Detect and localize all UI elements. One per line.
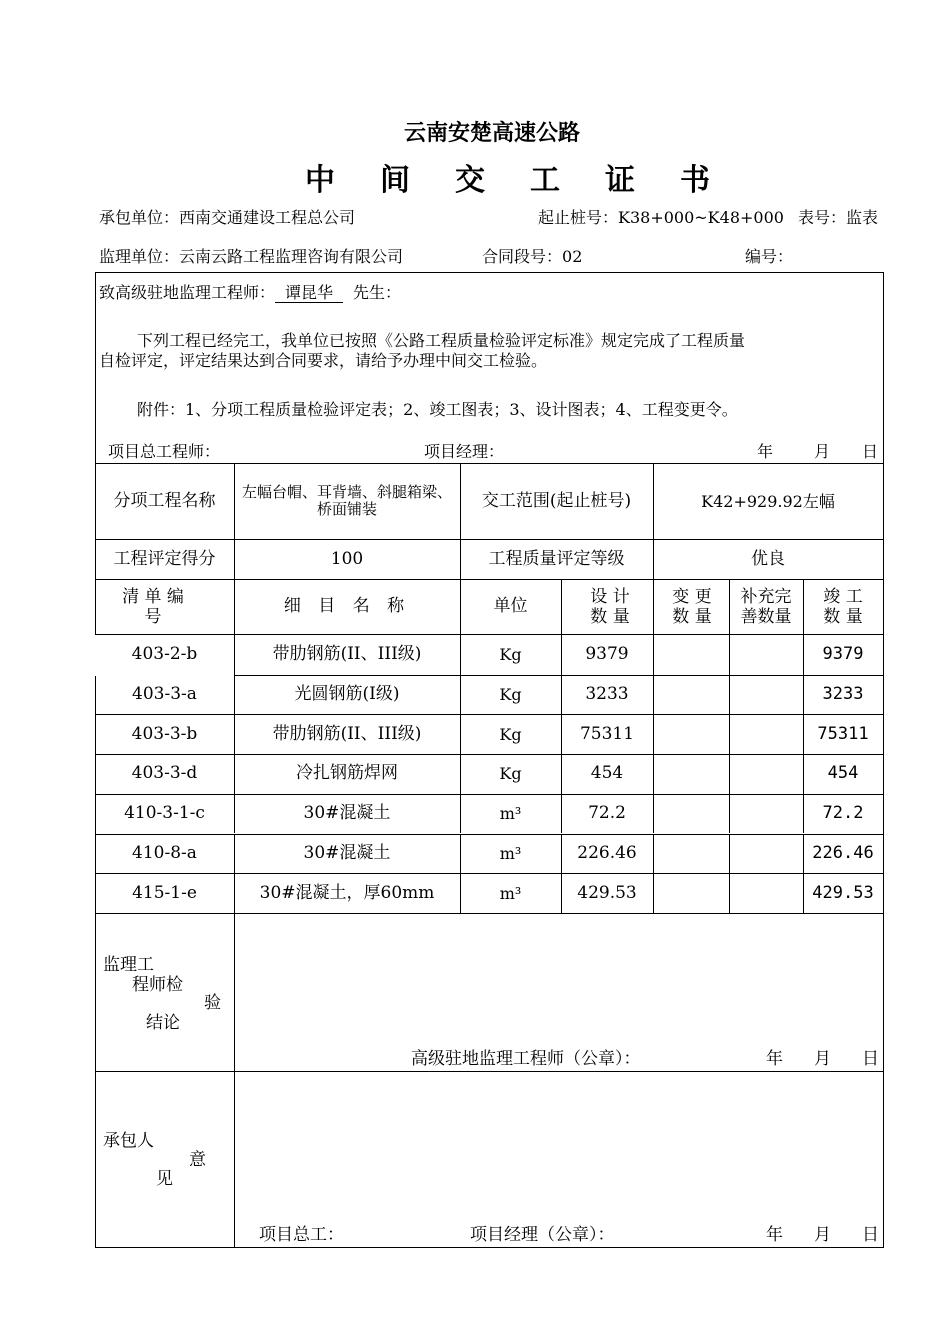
grid-line bbox=[561, 579, 562, 635]
contractor-label: 承包单位： bbox=[99, 208, 180, 227]
grid-line bbox=[653, 873, 654, 913]
grid-line bbox=[729, 635, 730, 675]
row-final: 429.53 bbox=[812, 882, 874, 903]
grid-line bbox=[234, 873, 235, 913]
grid-line bbox=[561, 873, 562, 913]
header-supplement: 补充完善数量 bbox=[740, 587, 792, 627]
grid-line bbox=[234, 675, 235, 715]
grid-line bbox=[729, 754, 730, 794]
grid-line bbox=[561, 834, 562, 874]
letter-line-2: 自检评定，评定结果达到合同要求，请给予办理中间交工检验。 bbox=[99, 351, 548, 370]
contract-line bbox=[482, 244, 582, 267]
supervision-label-a: 监理工 bbox=[103, 955, 154, 975]
row-name: 30#混凝土，厚60mm bbox=[259, 882, 435, 903]
row-change bbox=[653, 714, 729, 754]
row-code: 410-3-1-c bbox=[124, 803, 205, 824]
grid-line bbox=[803, 834, 804, 874]
letter-attachments: 附件：1、分项工程质量检验评定表；2、竣工图表；3、设计图表；4、工程变更令。 bbox=[137, 400, 738, 419]
row-supplement bbox=[729, 635, 803, 675]
grid-line bbox=[803, 754, 804, 794]
grid-line bbox=[95, 913, 884, 914]
grid-line bbox=[803, 873, 804, 913]
row-code: 403-3-a bbox=[132, 684, 197, 705]
row-final: 454 bbox=[827, 763, 859, 784]
form-no-line bbox=[798, 205, 886, 228]
row-unit: Kg bbox=[499, 724, 522, 744]
row-unit: Kg bbox=[499, 645, 522, 665]
grid-line bbox=[460, 873, 461, 913]
grid-line bbox=[561, 635, 562, 675]
row-supplement bbox=[729, 675, 803, 715]
grid-line bbox=[729, 579, 730, 635]
grid-line bbox=[561, 754, 562, 794]
grid-line bbox=[460, 794, 461, 834]
header-design: 设 计 数 量 bbox=[590, 587, 630, 627]
range-value: K42+929.92左幅 bbox=[701, 491, 835, 511]
addressee-prefix: 致高级驻地监理工程师： bbox=[99, 283, 276, 302]
row-unit: Kg bbox=[499, 685, 522, 705]
grid-line bbox=[729, 714, 730, 754]
grid-line bbox=[234, 794, 235, 834]
letter-year: 年 bbox=[757, 442, 774, 461]
row-code: 403-3-d bbox=[131, 763, 198, 784]
station-line bbox=[538, 205, 784, 228]
supervision-signer: 高级驻地监理工程师（公章）： bbox=[411, 1049, 641, 1069]
grid-line bbox=[234, 714, 235, 754]
supervision-label-c: 验 bbox=[204, 993, 221, 1013]
row-name: 冷扎钢筋焊网 bbox=[296, 763, 398, 784]
grid-line bbox=[653, 635, 654, 675]
row-supplement bbox=[729, 714, 803, 754]
row-change bbox=[653, 873, 729, 913]
manager-label: 项目经理： bbox=[424, 442, 505, 461]
supervisor-value: 云南云路工程监理咨询有限公司 bbox=[179, 247, 404, 266]
row-design: 75311 bbox=[579, 723, 635, 744]
document-title: 云南安楚高速公路 bbox=[403, 121, 580, 146]
row-name: 带肋钢筋(II、III级) bbox=[272, 644, 422, 665]
row-supplement bbox=[729, 754, 803, 794]
grid-line bbox=[234, 834, 235, 874]
grid-line bbox=[653, 714, 654, 754]
grid-line bbox=[803, 579, 804, 635]
score-value: 100 bbox=[330, 548, 364, 569]
station-label: 起止桩号： bbox=[538, 208, 619, 227]
row-name: 30#混凝土 bbox=[303, 803, 391, 824]
row-design: 429.53 bbox=[577, 882, 637, 903]
row-name: 光圆钢筋(I级) bbox=[294, 684, 400, 705]
grid-line bbox=[460, 754, 461, 794]
border-right bbox=[883, 272, 884, 1248]
grid-line bbox=[460, 675, 461, 715]
row-unit: Kg bbox=[499, 764, 522, 784]
grid-line bbox=[95, 1071, 884, 1072]
engineer-name: 谭昆华 bbox=[275, 283, 343, 303]
header-unit: 单位 bbox=[493, 596, 528, 616]
form-label: 表号： bbox=[798, 208, 847, 227]
contractor-manager-label: 项目经理（公章）： bbox=[470, 1225, 615, 1245]
row-design: 72.2 bbox=[588, 803, 626, 824]
item-name-label: 分项工程名称 bbox=[113, 490, 216, 511]
letter-day: 日 bbox=[862, 442, 879, 461]
supervision-month: 月 bbox=[814, 1049, 831, 1069]
letter-addressee bbox=[99, 282, 401, 303]
grid-line bbox=[653, 834, 654, 874]
grid-line bbox=[653, 794, 654, 834]
grid-line bbox=[460, 714, 461, 754]
grid-line bbox=[460, 635, 461, 675]
border-top bbox=[95, 272, 884, 273]
row-supplement bbox=[729, 834, 803, 874]
item-name-value: 左幅台帽、耳背墙、斜腿箱梁、桥面铺装 bbox=[241, 483, 452, 518]
supervision-day: 日 bbox=[862, 1049, 879, 1069]
grade-value: 优良 bbox=[751, 548, 785, 569]
supervision-label-d: 结论 bbox=[146, 1013, 180, 1033]
row-name: 30#混凝土 bbox=[303, 842, 391, 863]
row-design: 9379 bbox=[585, 644, 629, 665]
grid-line bbox=[234, 635, 235, 675]
row-code: 403-2-b bbox=[131, 644, 198, 665]
row-final: 226.46 bbox=[812, 842, 874, 863]
row-unit: m³ bbox=[499, 804, 522, 824]
header-name: 细 目 名 称 bbox=[283, 596, 411, 616]
row-final: 9379 bbox=[822, 644, 864, 665]
row-design: 226.46 bbox=[577, 842, 637, 863]
supervisor-line bbox=[99, 244, 403, 267]
document-subtitle: 中间交工证书 bbox=[305, 163, 755, 198]
station-value: K38+000~K48+000 bbox=[618, 208, 784, 227]
grid-line bbox=[803, 794, 804, 834]
row-code: 415-1-e bbox=[132, 882, 197, 903]
row-code: 410-8-a bbox=[132, 842, 197, 863]
grid-line bbox=[729, 675, 730, 715]
letter-month: 月 bbox=[814, 442, 831, 461]
form-value: 监表 bbox=[846, 208, 879, 227]
contract-label: 合同段号： bbox=[482, 247, 563, 266]
row-code: 403-3-b bbox=[131, 723, 198, 744]
grid-line bbox=[729, 873, 730, 913]
score-label: 工程评定得分 bbox=[113, 548, 216, 569]
row-unit: m³ bbox=[499, 843, 522, 863]
grade-label: 工程质量评定等级 bbox=[488, 548, 625, 569]
row-supplement bbox=[729, 873, 803, 913]
grid-line bbox=[729, 834, 730, 874]
grid-line bbox=[803, 635, 804, 675]
contractor-day: 日 bbox=[862, 1225, 879, 1245]
serial-label: 编号： bbox=[745, 247, 794, 266]
supervision-year: 年 bbox=[766, 1049, 783, 1069]
row-unit: m³ bbox=[499, 883, 522, 903]
row-change bbox=[653, 675, 729, 715]
row-design: 3233 bbox=[585, 684, 629, 705]
row-change bbox=[653, 635, 729, 675]
header-change: 变 更 数 量 bbox=[672, 587, 712, 627]
contractor-year: 年 bbox=[766, 1225, 783, 1245]
grid-line bbox=[561, 675, 562, 715]
row-final: 75311 bbox=[817, 723, 869, 744]
contractor-opinion-label-c: 见 bbox=[156, 1169, 173, 1189]
grid-line bbox=[561, 714, 562, 754]
grid-line bbox=[653, 675, 654, 715]
supervisor-label: 监理单位： bbox=[99, 247, 180, 266]
grid-line bbox=[460, 834, 461, 874]
range-label: 交工范围(起止桩号) bbox=[481, 490, 632, 511]
contractor-line bbox=[99, 205, 355, 228]
contractor-opinion-label-b: 意 bbox=[189, 1150, 206, 1170]
grid-line bbox=[653, 754, 654, 794]
header-code: 清 单 编 号 bbox=[122, 587, 184, 627]
row-change bbox=[653, 794, 729, 834]
contractor-opinion-label-a: 承包人 bbox=[103, 1131, 154, 1151]
row-name: 带肋钢筋(II、III级) bbox=[272, 723, 422, 744]
contractor-value: 西南交通建设工程总公司 bbox=[179, 208, 356, 227]
letter-line-1: 下列工程已经完工，我单位已按照《公路工程质量检验评定标准》规定完成了工程质量 bbox=[137, 331, 746, 350]
grid-line bbox=[561, 794, 562, 834]
row-final: 3233 bbox=[822, 684, 864, 705]
row-final: 72.2 bbox=[822, 803, 864, 824]
row-change bbox=[653, 754, 729, 794]
border-bottom bbox=[95, 1247, 884, 1248]
chief-engineer-label: 项目总工程师： bbox=[108, 442, 221, 461]
addressee-suffix: 先生： bbox=[353, 283, 402, 302]
grid-line bbox=[234, 754, 235, 794]
grid-line bbox=[234, 913, 235, 1248]
contract-value: 02 bbox=[562, 247, 583, 266]
grid-line bbox=[803, 714, 804, 754]
border-left-upper bbox=[95, 272, 96, 635]
supervision-label-b: 程师检 bbox=[132, 975, 183, 995]
contractor-month: 月 bbox=[814, 1225, 831, 1245]
row-design: 454 bbox=[590, 763, 624, 784]
grid-line bbox=[803, 675, 804, 715]
contractor-chief-label: 项目总工： bbox=[259, 1225, 344, 1245]
grid-line bbox=[729, 794, 730, 834]
row-change bbox=[653, 834, 729, 874]
header-final: 竣 工 数 量 bbox=[823, 587, 863, 627]
row-supplement bbox=[729, 794, 803, 834]
